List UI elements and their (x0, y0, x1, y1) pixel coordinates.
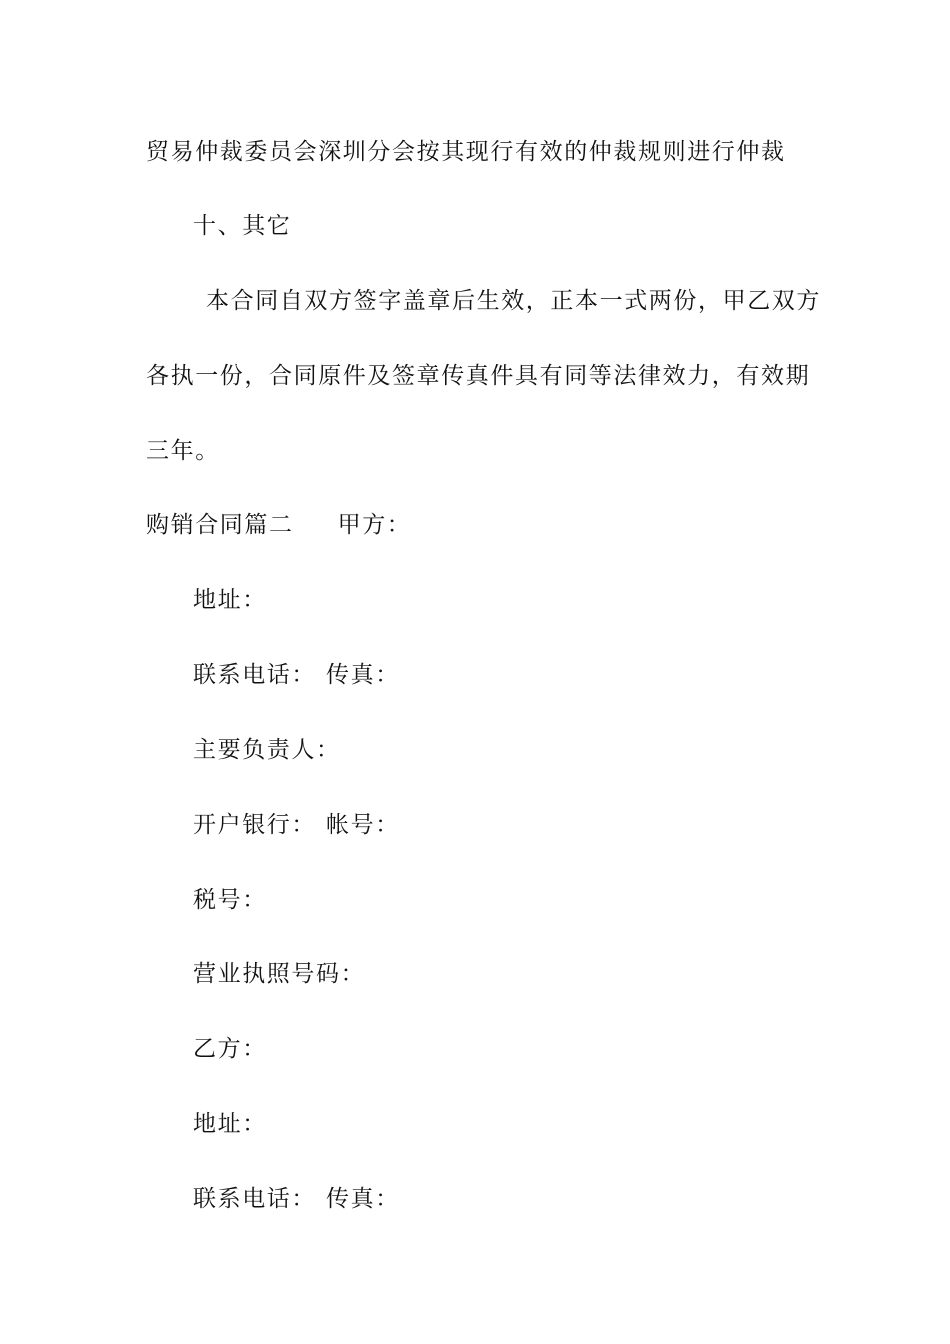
party-a-fax-label: 传真： (326, 662, 400, 688)
party-a-contact-line (193, 660, 400, 690)
party-a-phone-label: 联系电话： (193, 662, 316, 688)
party-b-contact-line (193, 1184, 400, 1214)
section-heading-other: 十、其它 (193, 213, 292, 239)
paragraph-effectiveness-line2: 各执一份，合同原件及签章传真件具有同等法律效力，有效期 (146, 363, 811, 389)
contract-two-title: 购销合同篇二 (146, 512, 294, 538)
contract-two-title-line (146, 510, 411, 540)
party-b-address-label: 地址： (193, 1111, 267, 1137)
party-a-bank-label: 开户银行： (193, 812, 316, 838)
party-b-fax-label: 传真： (326, 1186, 400, 1212)
party-a-bank-line (193, 810, 400, 840)
party-a-tax-label: 税号： (193, 887, 267, 913)
party-a-account-label: 帐号： (326, 812, 400, 838)
party-a-person-in-charge-label: 主要负责人： (193, 737, 341, 763)
paragraph-effectiveness-line1: 本合同自双方签字盖章后生效，正本一式两份，甲乙双方 (206, 288, 821, 314)
party-b-label: 乙方： (193, 1036, 267, 1062)
party-a-address-label: 地址： (193, 587, 267, 613)
paragraph-arbitration-continued: 贸易仲裁委员会深圳分会按其现行有效的仲裁规则进行仲裁 (146, 139, 786, 165)
paragraph-effectiveness-line3: 三年。 (146, 438, 220, 464)
party-b-phone-label: 联系电话： (193, 1186, 316, 1212)
party-a-label: 甲方： (337, 512, 412, 538)
party-a-license-label: 营业执照号码： (193, 961, 366, 987)
